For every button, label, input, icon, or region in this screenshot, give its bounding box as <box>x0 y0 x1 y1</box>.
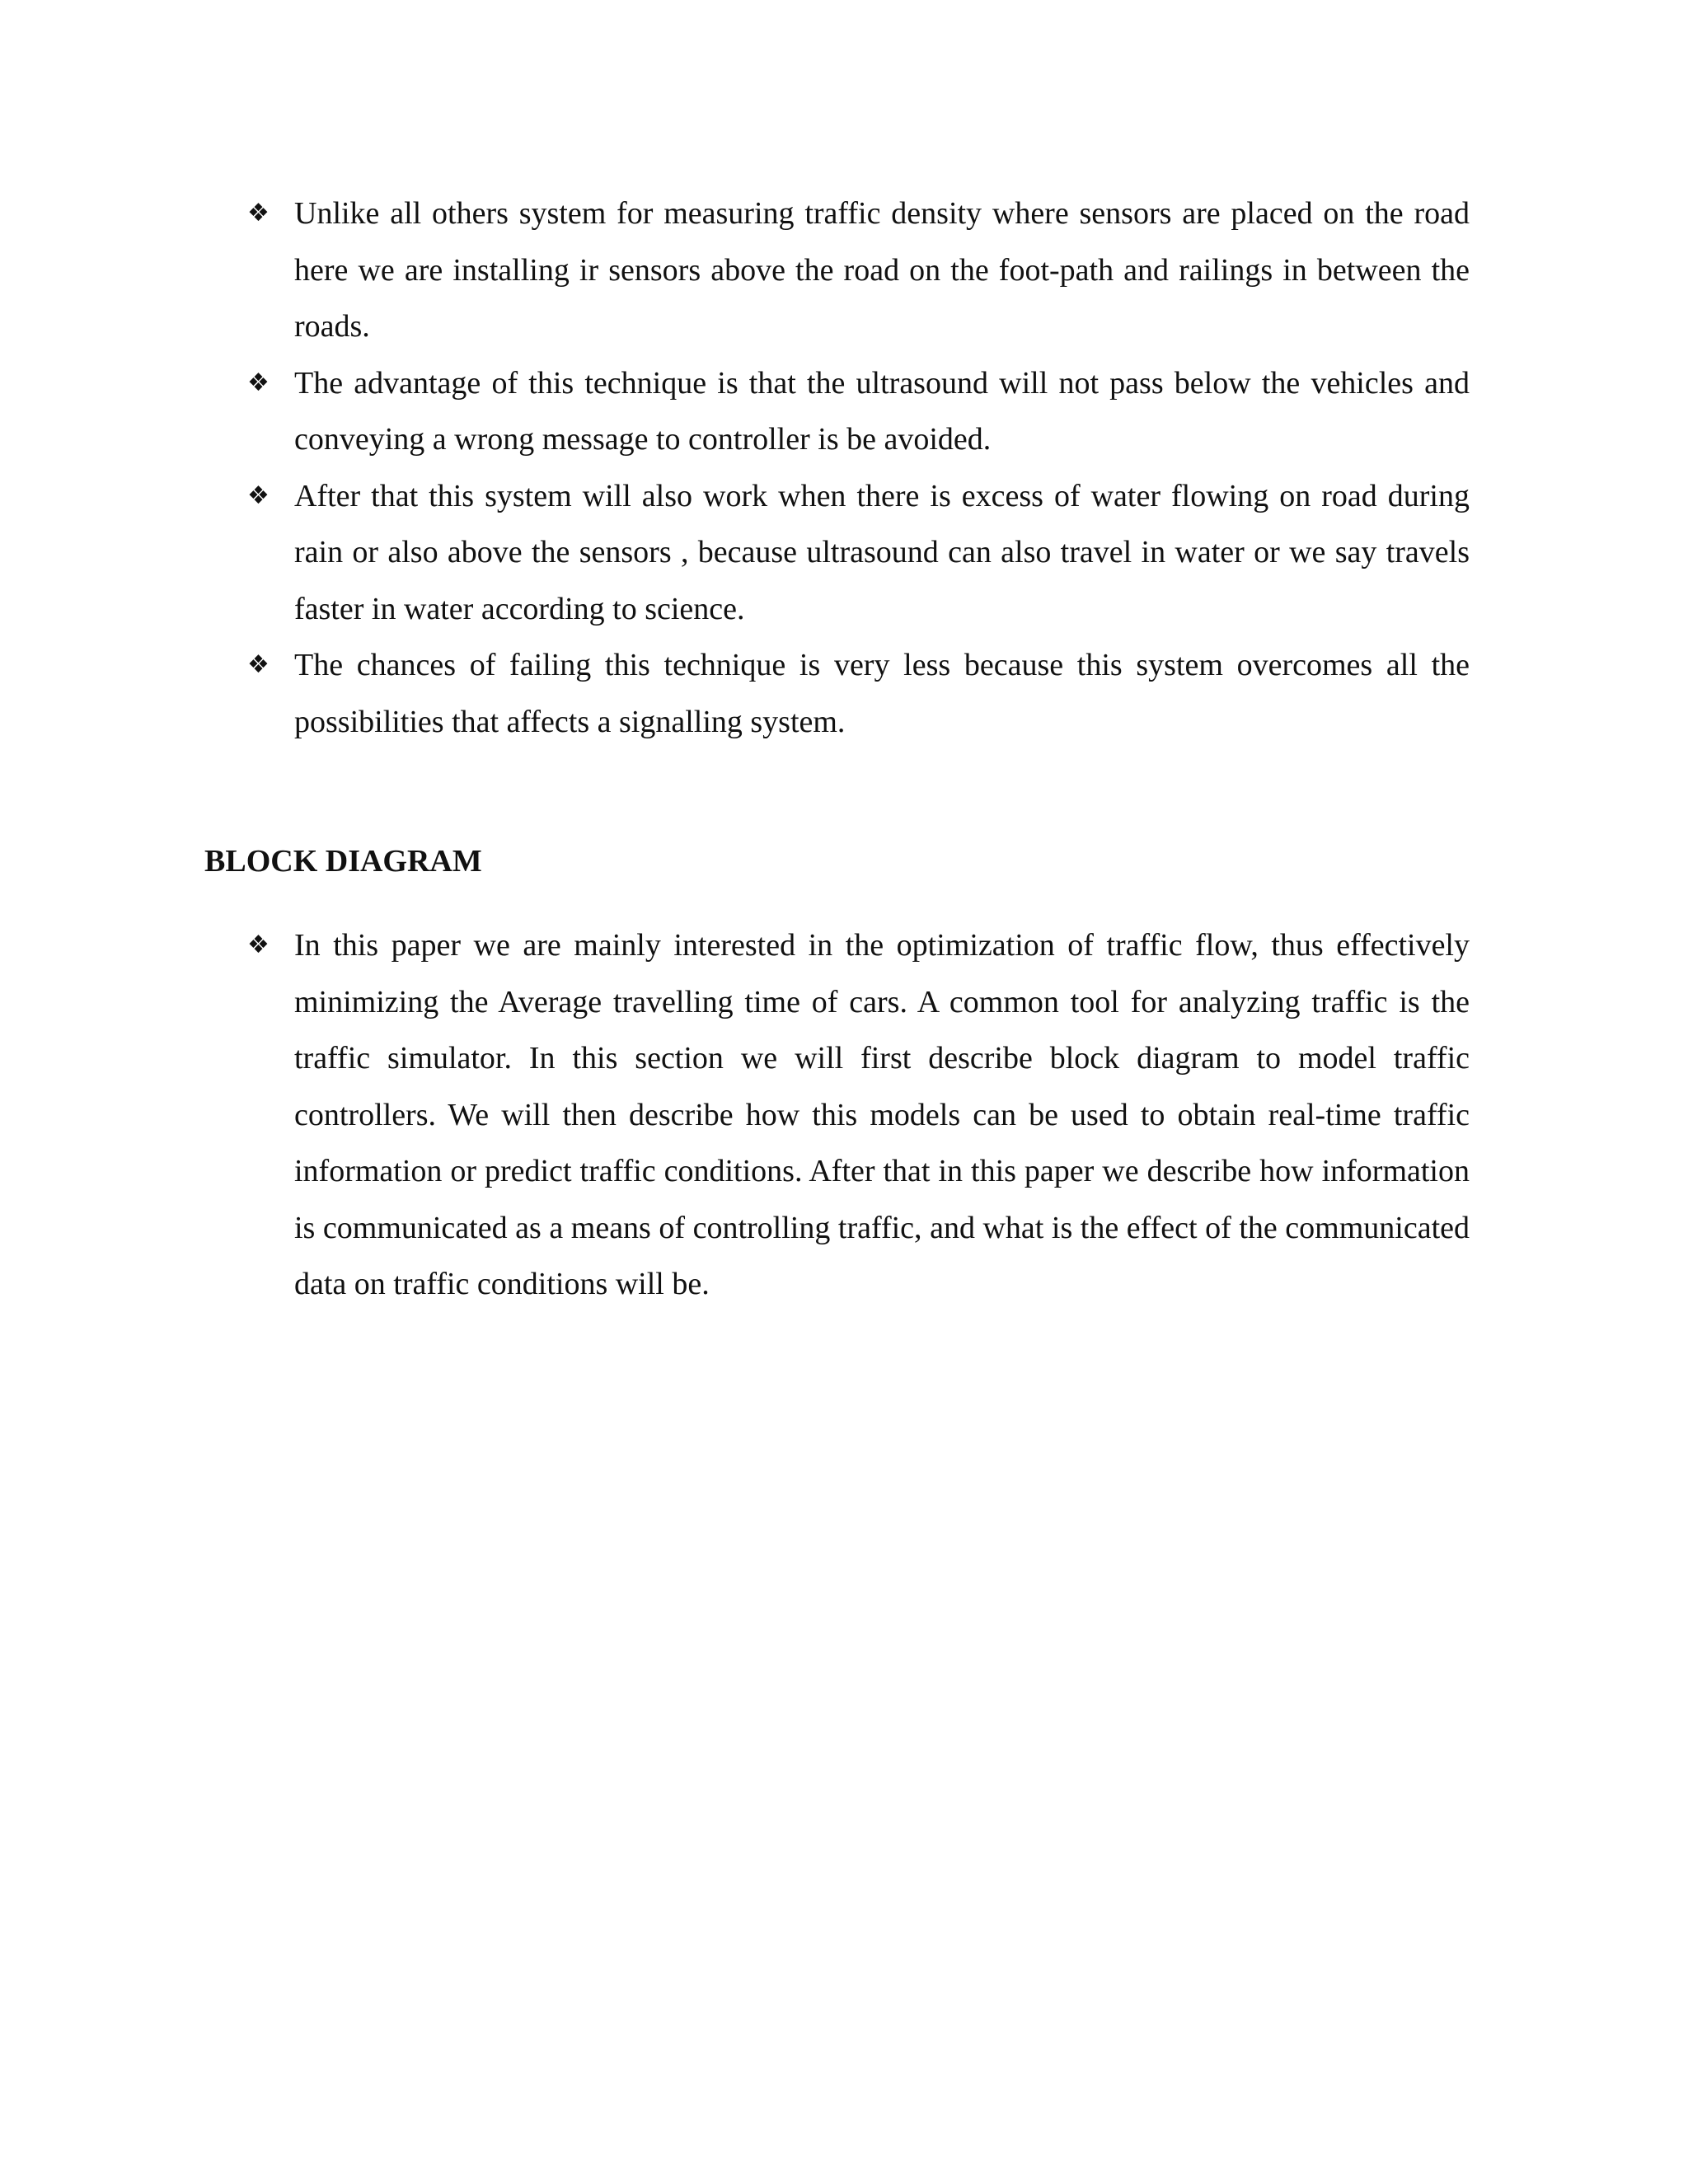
bullet-item <box>247 355 1470 468</box>
bullet-text: Unlike all others system for measuring traffic density where sensors are placed on the road here we are installing ir sensors above the road on the foot-path and railings in between the roads. <box>294 196 1470 344</box>
diamond-bullet-icon: ❖ <box>247 480 270 510</box>
bullet-item <box>247 637 1470 750</box>
diamond-bullet-icon: ❖ <box>247 650 270 679</box>
bullet-text: After that this system will also work when there is excess of water flowing on road during rain or also above the sensors , because ultrasound can also travel in water or we say travels faster in water according to science. <box>294 478 1470 626</box>
bullet-text: The advantage of this technique is that the ultrasound will not pass below the vehicles and conveying a wrong message to controller is be avoided. <box>294 365 1470 457</box>
bullet-text: In this paper we are mainly interested in the optimization of traffic flow, thus effectively minimizing the Average travelling time of cars. A common tool for analyzing traffic is the traffic simulator. In this section we will first describe block diagram to model traffic controllers. We will then describe how this models can be used to obtain real-time traffic information or predict traffic conditions. After that in this paper we describe how information is communicated as a means of controlling traffic, and what is the effect of the communicated data on traffic conditions will be. <box>294 928 1470 1301</box>
bullet-item <box>247 468 1470 638</box>
bullet-text: The chances of failing this technique is very less because this system overcomes all the possibilities that affects a signalling system. <box>294 648 1470 739</box>
bullet-item <box>247 185 1470 355</box>
bullet-item <box>247 917 1470 1313</box>
section-heading: BLOCK DIAGRAM <box>204 844 482 879</box>
diamond-bullet-icon: ❖ <box>247 368 270 397</box>
diamond-bullet-icon: ❖ <box>247 199 270 227</box>
diamond-bullet-icon: ❖ <box>247 930 270 959</box>
section-bullet-list <box>247 917 1470 1313</box>
intro-bullet-list <box>247 185 1470 750</box>
